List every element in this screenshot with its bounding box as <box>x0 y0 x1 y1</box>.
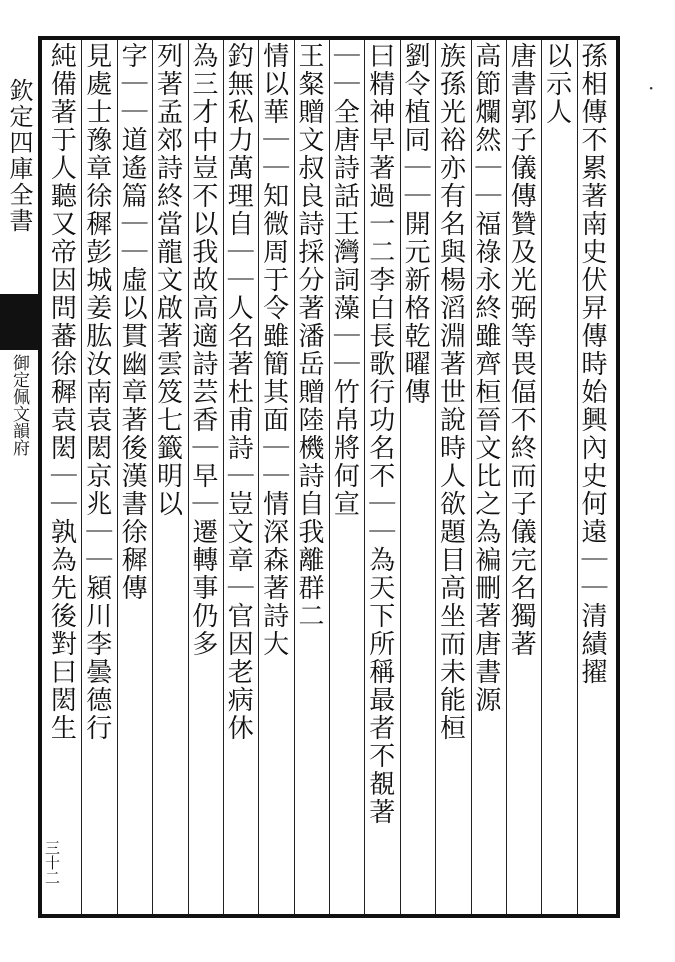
column-rule <box>152 40 153 914</box>
column-rule <box>117 40 118 914</box>
text-column: 情以華｜｜知微周于令雖簡其面｜｜情深森著詩大 <box>258 42 289 658</box>
text-column: 孫相傳不累著南史伏㫒傳時始興內史何遠｜｜清績擢 <box>577 42 607 686</box>
column-rule <box>258 40 259 914</box>
column-rule <box>577 40 578 914</box>
book-title: 欽定四庫全書 <box>5 78 33 234</box>
fish-tail-mark <box>0 294 38 350</box>
text-column: 王粲贈文叔良詩採分著潘岳贈陸機詩自我離群二 <box>294 42 324 630</box>
margin-mark: · <box>648 76 655 100</box>
text-column: 釣無私力萬理自｜｜人名著杜甫詩｜豈文章｜官因老病休 <box>223 42 254 742</box>
text-column: 純備著于人聽又帝因問蕃徐穉袁閎｜｜孰為先後對曰閎生 <box>46 42 77 742</box>
column-rule <box>435 40 436 914</box>
column-rule <box>400 40 401 914</box>
text-column: 列著孟郊詩終當龍文啟著雲笈七籤明以 <box>152 42 183 518</box>
text-column: 為三才中豈不以我故高適詩芸香｜早｜遷轉事仍多 <box>187 42 218 658</box>
book-subtitle: 御定佩文韻府 <box>9 354 29 456</box>
text-column: 曰精神早著過一二李白長歌行功名不｜｜為天下所稱最者不覩著 <box>364 42 395 826</box>
page-spine <box>0 36 38 918</box>
text-column: 見處士豫章徐穉彭城姜肱汝南袁閎京兆｜｜潁川李曇德行 <box>81 42 112 742</box>
column-rule <box>541 40 542 914</box>
text-column: 字｜｜道遙篇｜｜虛以貫幽章著後漢書徐穉傳 <box>117 42 148 602</box>
column-rule <box>329 40 330 914</box>
column-rule <box>506 40 507 914</box>
column-rule <box>364 40 365 914</box>
column-rule <box>294 40 295 914</box>
column-rule <box>188 40 189 914</box>
text-column: 族孫光裕亦有名與楊滔淵著世說時人欲題目高坐而未能桓 <box>435 42 466 742</box>
text-column: 唐書郭子儀傳贊及光弼等畏偪不終而子儀完名獨著 <box>506 42 537 658</box>
column-rule <box>471 40 472 914</box>
text-column: 以示人 <box>541 42 572 126</box>
text-column: ｜｜全唐詩話王灣詞藻｜｜竹帛將何宣 <box>329 42 360 518</box>
page-number: 三十二 <box>43 840 61 885</box>
text-column: 劉令植同｜｜開元新格乾曜傳 <box>400 42 431 406</box>
column-rule <box>81 40 82 914</box>
column-rule <box>223 40 224 914</box>
text-column: 高節爛然｜｜福祿永終雖齊桓晉文比之為褊刪著唐書源 <box>470 42 501 714</box>
